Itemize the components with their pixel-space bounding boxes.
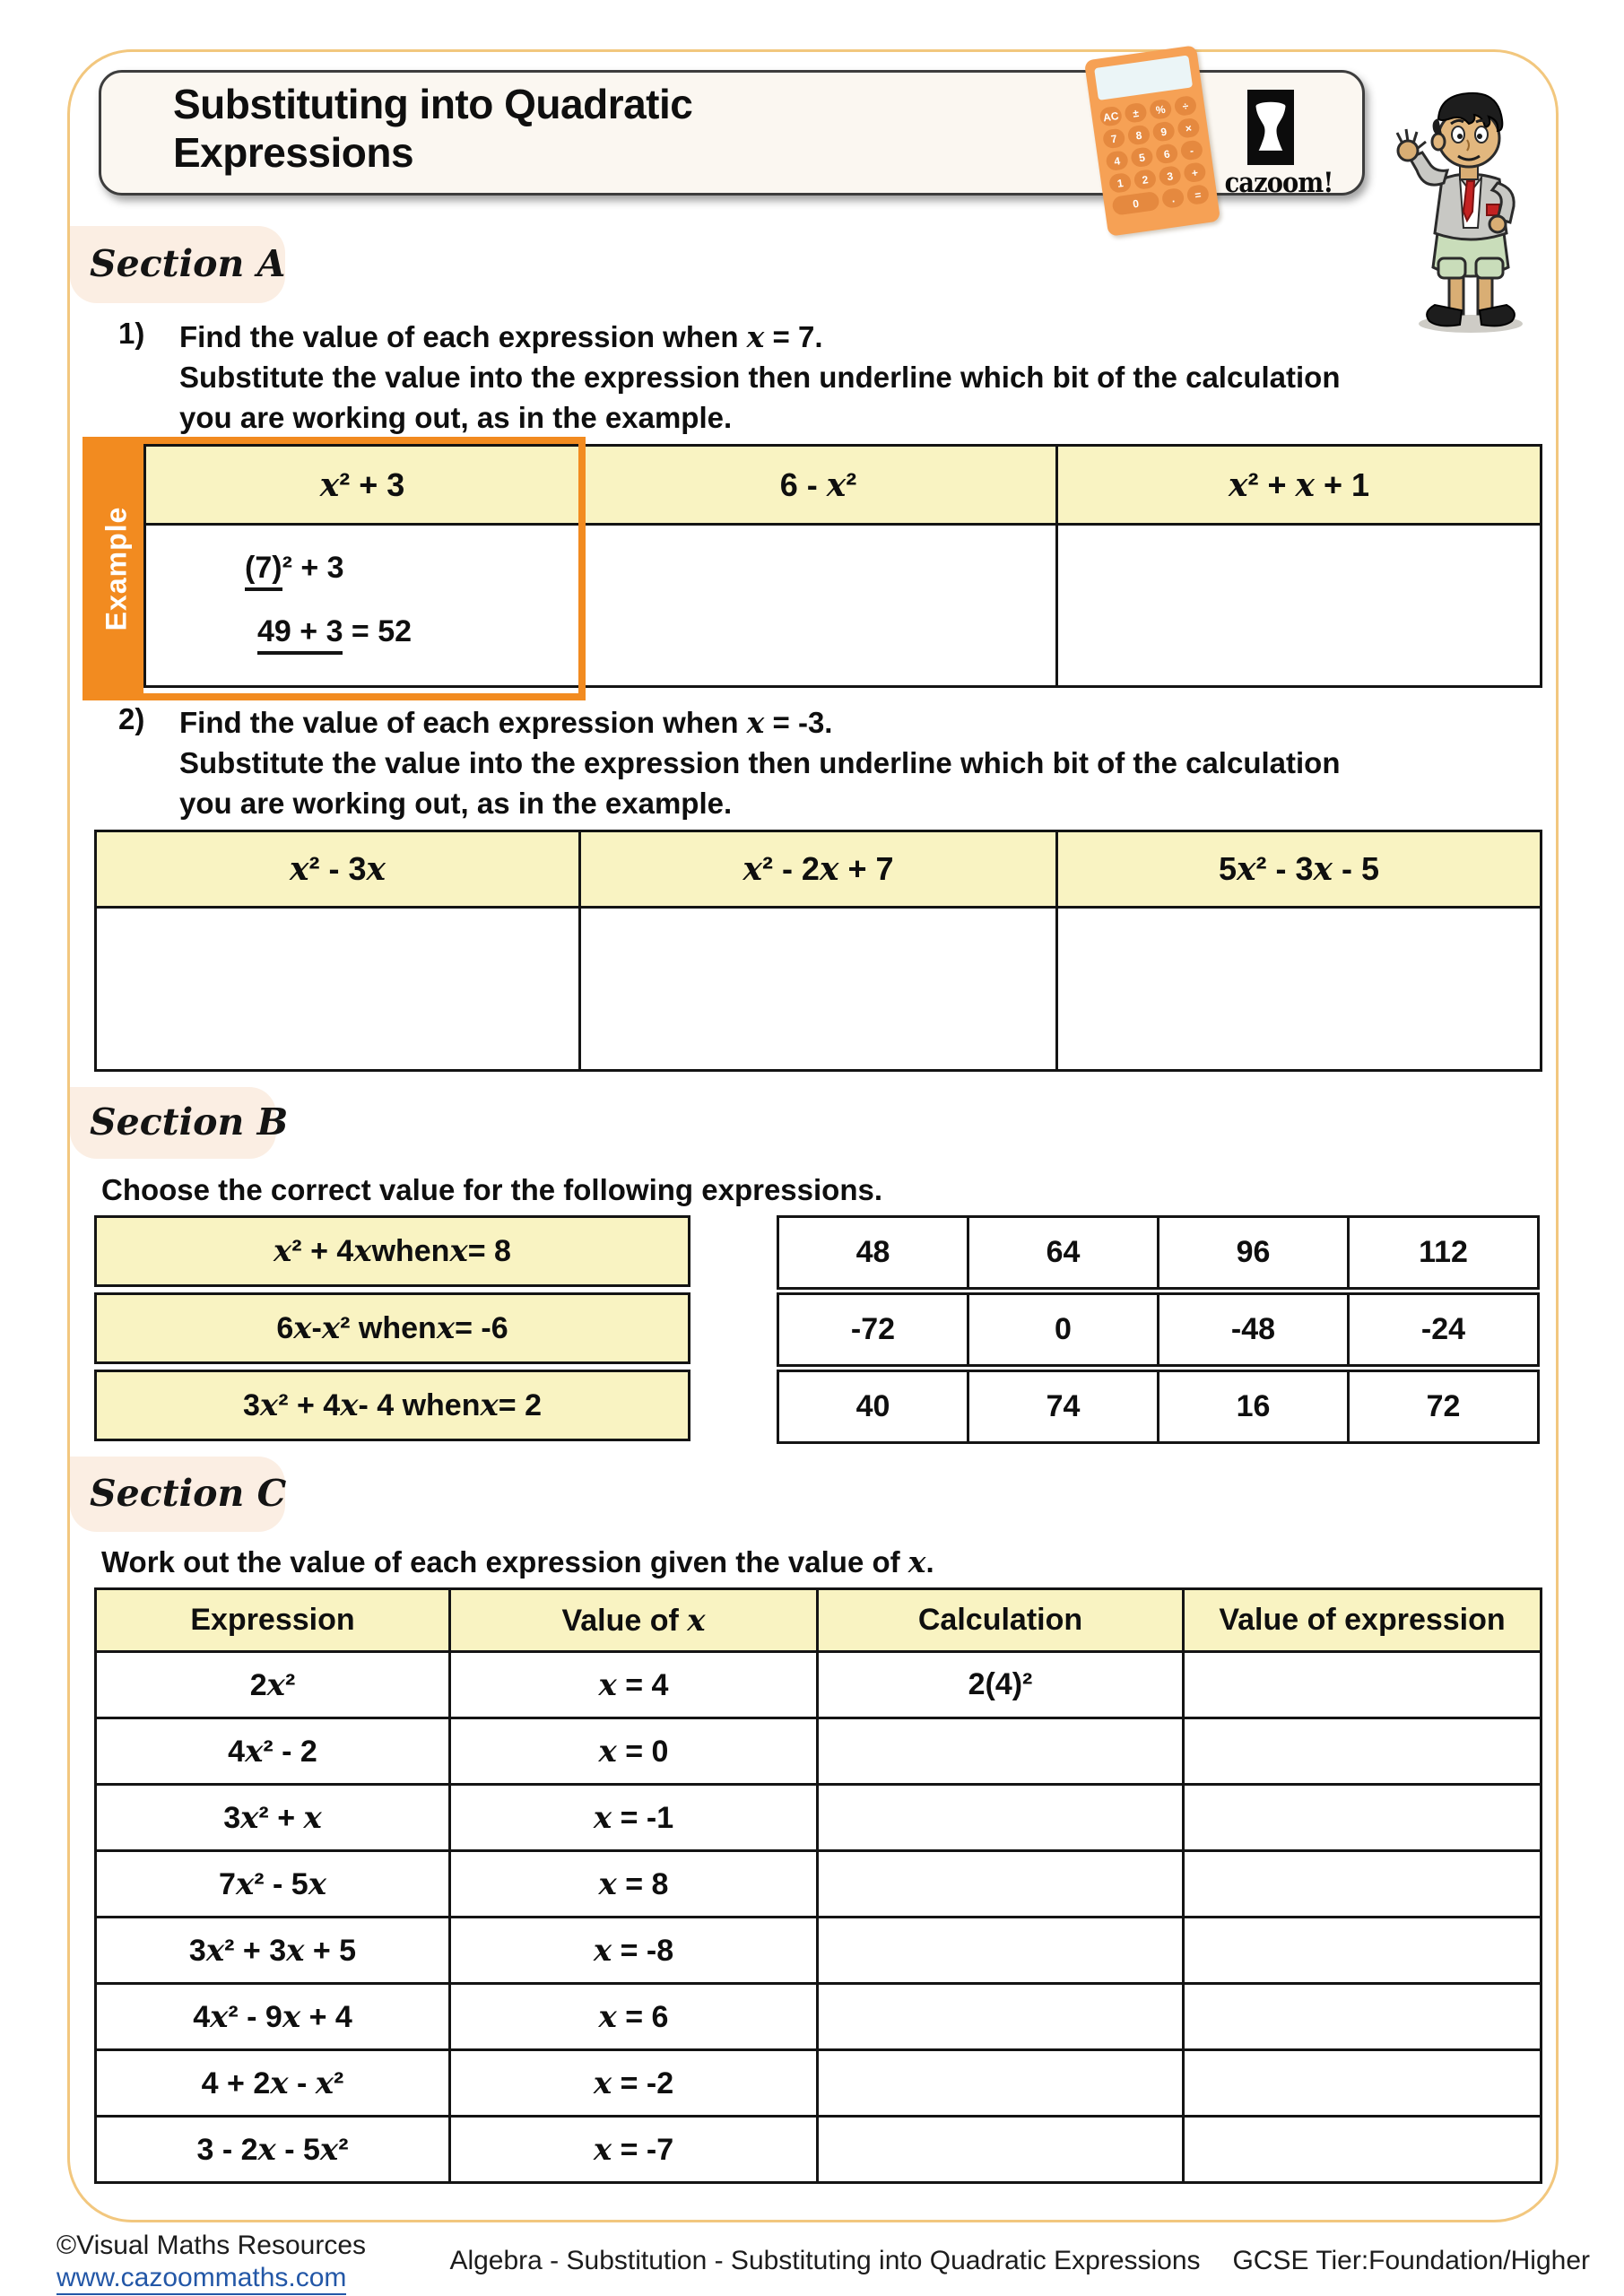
c-header-value-of-x: Value of x — [450, 1589, 818, 1652]
c-value[interactable] — [1184, 2117, 1541, 2183]
calculator-key: × — [1177, 117, 1201, 139]
footer-copyright: ©Visual Maths Resources — [56, 2231, 367, 2260]
table-row — [96, 1918, 1541, 1984]
c-expression: 3x² + 3x + 5 — [96, 1918, 450, 1984]
calculator-key: 7 — [1102, 127, 1126, 149]
q1-column-header: x² + 3 — [145, 446, 580, 525]
cazoom-logo — [1247, 90, 1294, 165]
c-calculation[interactable] — [818, 2117, 1184, 2183]
table-row — [96, 2050, 1541, 2117]
section-b-instruction: Choose the correct value for the following expressions. — [101, 1173, 883, 1206]
q1-example-cell — [145, 525, 580, 687]
c-calculation[interactable] — [818, 1718, 1184, 1785]
c-calculation[interactable] — [818, 1851, 1184, 1918]
c-expression: 7x² - 5x — [96, 1851, 450, 1918]
b-option[interactable]: 72 — [1349, 1371, 1539, 1443]
table-row — [96, 1718, 1541, 1785]
cazoom-drum-icon — [1251, 95, 1290, 160]
question-2-line3: you are working out, as in the example. — [179, 787, 733, 820]
calculator-key: 9 — [1151, 121, 1176, 143]
calculator-key: 8 — [1127, 124, 1151, 145]
c-header-calculation: Calculation — [818, 1589, 1184, 1652]
b-expression-3: 3 x ² + 4 x - 4 when x = 2 — [94, 1370, 690, 1441]
section-b-label: Section B — [90, 1100, 289, 1144]
c-calculation[interactable] — [818, 1918, 1184, 1984]
c-value-of-x: x = -1 — [450, 1785, 818, 1851]
calculator-key: % — [1149, 99, 1173, 120]
question-1-line1: Find the value of each expression when x = 7. — [179, 319, 823, 354]
question-2-table — [94, 830, 1542, 1072]
calculator-keypad — [1097, 95, 1211, 216]
footer-tier: GCSE Tier:Foundation/Higher — [1232, 2246, 1590, 2275]
example-working-line1: (7)² + 3 — [245, 551, 412, 591]
q2-answer-cell[interactable] — [1057, 908, 1541, 1071]
calculator-key: = — [1186, 184, 1211, 205]
calculator-key: ± — [1124, 102, 1148, 124]
c-header-value-of-expression: Value of expression — [1184, 1589, 1541, 1652]
cazoom-logo-text: cazoom! — [1224, 167, 1333, 199]
c-expression: 4x² - 9x + 4 — [96, 1984, 450, 2050]
b-options-row-3 — [777, 1370, 1540, 1444]
question-1-line2: Substitute the value into the expression then underline which bit of the calculation — [179, 361, 1341, 394]
q1-answer-cell[interactable] — [580, 525, 1057, 687]
b-option[interactable]: 74 — [968, 1371, 1159, 1443]
c-expression: 3x² + x — [96, 1785, 450, 1851]
calculator-key: 4 — [1105, 150, 1129, 171]
calculator-key: AC — [1099, 106, 1123, 127]
b-option[interactable]: -48 — [1159, 1294, 1349, 1366]
b-option[interactable]: 40 — [778, 1371, 968, 1443]
c-expression: 4 + 2x - x² — [96, 2050, 450, 2117]
calculator-key: 2 — [1133, 169, 1158, 190]
q1-answer-cell[interactable] — [1057, 525, 1541, 687]
calculator-key: 1 — [1108, 172, 1133, 194]
c-value-of-x: x = 6 — [450, 1984, 818, 2050]
page-title — [173, 80, 692, 177]
b-expression-1: x ² + 4 x when x = 8 — [94, 1215, 690, 1287]
c-value[interactable] — [1184, 1785, 1541, 1851]
question-1-table — [143, 444, 1542, 688]
section-b-label-box — [70, 1087, 289, 1159]
b-option[interactable]: 96 — [1159, 1217, 1349, 1289]
footer-website-link[interactable]: www.cazoommaths.com — [56, 2263, 346, 2293]
b-option[interactable]: 48 — [778, 1217, 968, 1289]
c-value[interactable] — [1184, 1652, 1541, 1718]
example-label: Example — [100, 506, 133, 631]
c-calculation[interactable] — [818, 2050, 1184, 2117]
table-row — [96, 1652, 1541, 1718]
c-value[interactable] — [1184, 1718, 1541, 1785]
question-1-math: x = 7 — [746, 319, 815, 354]
table-row — [96, 2117, 1541, 2183]
q2-answer-cell[interactable] — [580, 908, 1057, 1071]
c-calculation[interactable] — [818, 1785, 1184, 1851]
question-1-number: 1) — [118, 317, 145, 350]
b-option[interactable]: -72 — [778, 1294, 968, 1366]
c-value-of-x: x = -7 — [450, 2117, 818, 2183]
table-row — [96, 1851, 1541, 1918]
c-value[interactable] — [1184, 2050, 1541, 2117]
calculator-key: 5 — [1130, 146, 1154, 168]
c-calculation[interactable]: 2(4)² — [818, 1652, 1184, 1718]
b-options-row-1 — [777, 1215, 1540, 1290]
question-2-text — [179, 702, 1524, 823]
c-value-of-x: x = -8 — [450, 1918, 818, 1984]
calculator-key: - — [1180, 139, 1204, 161]
student-character-illustration — [1392, 74, 1542, 335]
c-value[interactable] — [1184, 1918, 1541, 1984]
page-title-line1: Substituting into Quadratic — [173, 81, 693, 127]
section-a-label: Section A — [90, 242, 286, 286]
section-a-label-box — [70, 226, 285, 303]
b-options-row-2 — [777, 1292, 1540, 1367]
q2-answer-cell[interactable] — [96, 908, 580, 1071]
c-value-of-x: x = -2 — [450, 2050, 818, 2117]
b-option[interactable]: 112 — [1349, 1217, 1539, 1289]
b-option[interactable]: 64 — [968, 1217, 1159, 1289]
c-expression: 3 - 2x - 5x² — [96, 2117, 450, 2183]
q2-column-header: x² - 2x + 7 — [580, 831, 1057, 908]
table-row — [96, 1785, 1541, 1851]
question-2-line2: Substitute the value into the expression then underline which bit of the calculation — [179, 746, 1341, 779]
calculator-display — [1094, 55, 1193, 100]
section-c-table — [94, 1587, 1542, 2184]
c-expression: 2x² — [96, 1652, 450, 1718]
c-value[interactable] — [1184, 1984, 1541, 2050]
q1-column-header: x² + x + 1 — [1057, 446, 1541, 525]
c-expression: 4x² - 2 — [96, 1718, 450, 1785]
b-option[interactable]: 16 — [1159, 1371, 1349, 1443]
section-c-label: Section C — [90, 1472, 287, 1516]
table-row — [96, 1984, 1541, 2050]
b-option[interactable]: -24 — [1349, 1294, 1539, 1366]
section-c-label-box — [70, 1457, 285, 1532]
q1-column-header: 6 - x² — [580, 446, 1057, 525]
example-working-line2: 49 + 3 = 52 — [257, 614, 412, 655]
calculator-key: 3 — [1158, 165, 1182, 187]
c-value-of-x: x = 8 — [450, 1851, 818, 1918]
question-2-line1: Find the value of each expression when x = -3. — [179, 705, 833, 740]
q2-column-header: x² - 3x — [96, 831, 580, 908]
question-2-math: x = -3 — [746, 705, 825, 740]
c-header-expression: Expression — [96, 1589, 450, 1652]
calculator-key: 0 — [1111, 191, 1159, 216]
c-value-of-x: x = 0 — [450, 1718, 818, 1785]
question-2-number: 2) — [118, 702, 145, 735]
q2-column-header: 5x² - 3x - 5 — [1057, 831, 1541, 908]
calculator-key: + — [1183, 161, 1207, 183]
page-title-line2: Expressions — [173, 129, 414, 176]
section-c-instruction: Work out the value of each expression given the value of x. — [101, 1544, 934, 1579]
c-value[interactable] — [1184, 1851, 1541, 1918]
calculator-key: ÷ — [1174, 95, 1198, 117]
footer-topic: Algebra - Substitution - Substituting into Quadratic Expressions — [449, 2246, 1201, 2275]
c-calculation[interactable] — [818, 1984, 1184, 2050]
b-expression-2: 6 x - x ² when x = -6 — [94, 1292, 690, 1364]
c-value-of-x: x = 4 — [450, 1652, 818, 1718]
question-1-text — [179, 317, 1524, 438]
example-working — [245, 551, 412, 655]
question-1-line3: you are working out, as in the example. — [179, 401, 733, 434]
b-option[interactable]: 0 — [968, 1294, 1159, 1366]
calculator-key: . — [1161, 187, 1185, 209]
calculator-key: 6 — [1155, 143, 1179, 164]
